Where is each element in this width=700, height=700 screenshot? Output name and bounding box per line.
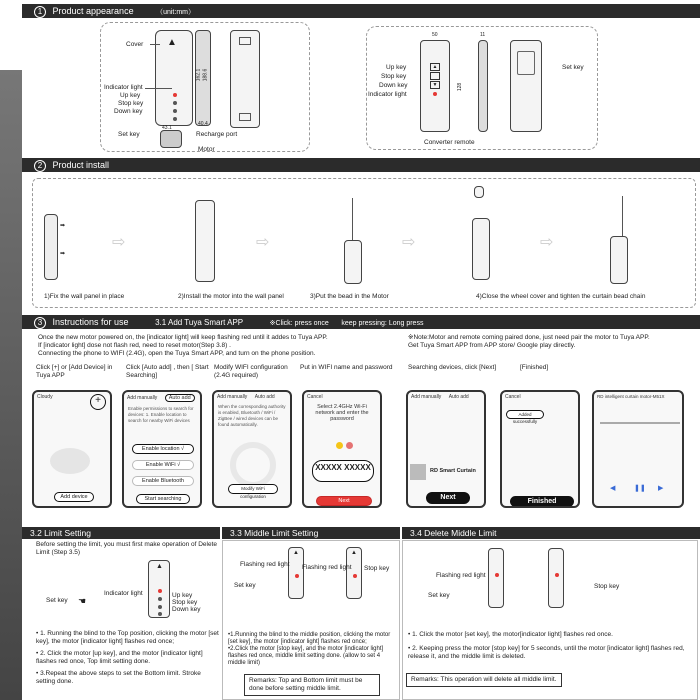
enable-location-button[interactable]: Enable location √	[132, 444, 194, 454]
section-unit: （unit:mm）	[156, 9, 195, 16]
converter-remote-side	[478, 40, 488, 132]
back-slot-bottom	[239, 113, 251, 121]
label-set-key: Set key	[118, 131, 140, 138]
install-step-3: 3)Put the bead in the Motor	[310, 293, 389, 300]
delete-set-key-label: Set key	[428, 592, 450, 599]
step-arrow-icon-4: ⇨	[540, 234, 554, 251]
curtain-slider[interactable]	[600, 422, 680, 424]
middle-remote-figure-1	[288, 547, 304, 599]
open-icon[interactable]: ◀	[610, 485, 616, 492]
tuya-intro-2: If [indicator light] dose not flash red, need to reset motor(Step 3.8) .	[38, 342, 231, 349]
limit-label-stop: Stop key	[172, 599, 198, 606]
tuya-step-b: Click [Auto add] , then [ Start Searching]	[126, 364, 209, 379]
cancel-link[interactable]: Cancel	[307, 394, 323, 400]
emoji-icon-2	[346, 442, 353, 449]
authority-text: When the corresponding authority is enabled, Bluetooth / WiFi / ZigBee / wired devices can be found automatically.	[218, 404, 286, 427]
middle-set-key-label: Set key	[234, 582, 256, 589]
tuya-note-1: ※Note:Motor and remote coming paired done, just need pair the motor to Tuya APP.	[408, 334, 650, 341]
bead-chain-line	[352, 198, 353, 242]
finished-install-figure	[610, 236, 628, 284]
enable-wifi-button[interactable]: Enable WiFi √	[132, 460, 194, 470]
device-thumbnail	[410, 464, 426, 480]
sidebar-top	[0, 0, 22, 70]
tab-add-manually[interactable]: Add manually	[127, 395, 158, 401]
label-down-key: Down key	[114, 108, 143, 115]
middle-limit-bar: 3.3 Middle Limit Setting	[222, 527, 400, 539]
section-bar-product-install	[22, 158, 700, 172]
install-step-1: 1)Fix the wall panel in place	[44, 293, 125, 300]
label-stop-key: Stop key	[118, 100, 144, 107]
section-title: Product appearance	[52, 6, 134, 16]
tuya-intro-3: Connecting the phone to WIFI (2.4G), open the Tuya Smart APP, and turn on the phone position.	[38, 350, 316, 357]
limit-bullet-2: • 2. Click the motor [up key], and the motor [indicator light] flashes red once, Top limit setting done.	[36, 650, 203, 665]
device-name: RD Smart Curtain	[430, 468, 476, 474]
tuya-step-f: [Finished]	[520, 364, 549, 371]
tuya-step-a: Click [+] or [Add Device] in Tuya APP	[36, 364, 113, 379]
limit-label-down: Down key	[172, 606, 201, 613]
phone-tabs-3	[408, 392, 484, 402]
select-wifi-text: Select 2.4GHz Wi-Fi network and enter the password	[315, 404, 369, 422]
tuya-intro-1: Once the new motor powered on, the [indicator light] will keep flashing red until it addes to Tuya APP.	[38, 334, 328, 341]
cancel-link-2[interactable]: Cancel	[505, 394, 521, 400]
conv-label-up-key: Up key	[386, 64, 407, 71]
middle-remark-box: Remarks: Top and Bottom limit must be done before setting middle limit.	[244, 674, 380, 696]
tab-auto-add-2[interactable]: Auto add	[254, 394, 275, 400]
install-step-4: 4)Close the wheel cover and tighten the curtain bead chain	[476, 293, 646, 300]
up-key-dot	[173, 101, 177, 105]
section-title: Product install	[52, 160, 110, 170]
phone-tabs	[124, 392, 200, 404]
delete-bullet-2: • 2. Keeping press the motor [stop key] for 5 seconds, until the motor [indicator light] flashes red, release it, and the middle limit is deleted.	[408, 645, 685, 660]
tab-auto-add[interactable]: Auto add	[165, 394, 195, 402]
click-legend: ※Click: press once	[269, 320, 329, 327]
phone-tabs-2	[214, 392, 290, 402]
bead-motor-figure	[344, 240, 362, 284]
middle-flash-label-1: Flashing red light	[240, 561, 290, 568]
tuya-step-c: Modify WIFI configuration (2.4G required)	[214, 364, 288, 379]
conv-label-stop-key: Stop key	[381, 73, 407, 80]
dim-height-1: 162.1	[195, 68, 202, 82]
arrow-right-icon: ➡	[60, 223, 66, 229]
section-title: Instructions for use	[52, 317, 129, 327]
label-up-key: Up key	[120, 92, 141, 99]
label-motor: Motor	[198, 146, 215, 153]
tightened-chain-line	[622, 196, 623, 240]
leader-cover	[150, 44, 160, 45]
device-control-title: RD intelligent curtain motor-M51X	[597, 394, 665, 399]
conv-label-set-key: Set key	[562, 64, 584, 71]
delete-indicator-dot-2	[555, 573, 559, 577]
section-number: 2	[34, 160, 46, 172]
conv-dim-height: 128	[457, 82, 464, 92]
tuya-note-2: Get Tuya Smart APP from APP store/ Google play directly.	[408, 342, 576, 349]
tuya-step-e: Searching devices, click [Next]	[408, 364, 497, 371]
limit-setting-bar: 3.2 Limit Setting	[22, 527, 220, 539]
section-subtitle: 3.1 Add Tuya Smart APP	[155, 318, 244, 327]
phone-screen-wifi-config	[212, 390, 292, 508]
delete-limit-bar: 3.4 Delete Middle Limit	[402, 527, 700, 539]
section-number: 1	[34, 6, 46, 18]
emoji-icon	[336, 442, 343, 449]
motor-body-back	[230, 30, 260, 128]
conv-dim-depth: 11	[480, 32, 486, 38]
limit-intro: Before setting the limit, you must first make operation of Delete Limit (Step 3.5)	[36, 541, 218, 556]
limit-label-indicator: Indicator light	[104, 590, 143, 597]
converter-indicator-dot	[433, 92, 437, 96]
wifi-password-field[interactable]: XXXXX XXXXX	[312, 460, 374, 482]
motor-into-panel-figure	[195, 200, 215, 282]
phone-screen-finished	[500, 390, 580, 508]
back-recess	[517, 51, 535, 75]
up-arrow-icon: ▲	[430, 63, 440, 71]
section-number: 3	[34, 317, 46, 329]
phone-screen-searching	[406, 390, 486, 508]
enable-bluetooth-button[interactable]: Enable Bluetooth	[132, 476, 194, 486]
limit-label-up: Up key	[172, 592, 193, 599]
radar-circle-icon	[230, 442, 276, 488]
logo-triangle-icon-3: ▲	[293, 550, 299, 556]
motor-base	[160, 130, 182, 148]
section-bar-instructions	[22, 315, 700, 329]
back-slot	[239, 37, 251, 45]
limit-remote-figure	[148, 560, 170, 618]
add-plus-icon[interactable]: +	[90, 394, 106, 410]
finished-button[interactable]: Finished	[510, 496, 574, 507]
section-bar-product-appearance	[22, 4, 700, 18]
close-cover-figure	[472, 218, 490, 280]
conv-label-down-key: Down key	[379, 82, 408, 89]
label-indicator-light: Indicator light	[104, 84, 143, 91]
dim-width-1: 40.4	[198, 121, 208, 127]
next-button-2[interactable]: Next	[426, 492, 470, 504]
tab-add-manually-2[interactable]: Add manually	[217, 394, 248, 400]
added-successfully-badge: Added successfully	[506, 410, 544, 419]
dim-height-2: 188.6	[202, 68, 209, 82]
arrow-right-icon-2: ➡	[60, 251, 66, 257]
limit-label-set-key: Set key	[46, 597, 68, 604]
logo-triangle-icon: ▲	[167, 37, 177, 48]
middle-indicator-dot-2	[353, 574, 357, 578]
phone-screen-home	[32, 390, 112, 508]
hand-pointer-icon: ☚	[78, 596, 87, 606]
add-device-button[interactable]: Add device	[54, 492, 94, 502]
middle-remote-figure-2	[346, 547, 362, 599]
middle-bullet-1: •1.Running the blind to the middle position, clicking the motor [set key], the motor [indicator light] flashes red once;	[228, 632, 391, 645]
delete-remark-box: Remarks: This operation will delete all middle limit.	[406, 673, 562, 687]
install-frame	[32, 178, 696, 308]
step-arrow-icon-2: ⇨	[256, 234, 270, 251]
phone-screen-wifi-password	[302, 390, 382, 508]
label-cover: Cover	[126, 41, 144, 48]
wheel-cover-figure	[474, 186, 484, 198]
wall-panel-figure	[44, 214, 58, 280]
stop-key-dot	[173, 109, 177, 113]
down-key-dot	[173, 117, 177, 121]
stop-square-icon	[430, 72, 440, 80]
modify-wifi-button[interactable]: Modify WiFi configuration	[228, 484, 278, 494]
delete-remote-figure-2	[548, 548, 564, 608]
middle-stop-key-label: Stop key	[364, 565, 390, 572]
converter-remote-back	[510, 40, 542, 132]
phone-weather: Cloudy	[37, 394, 53, 400]
start-searching-button[interactable]: Start searching	[136, 494, 190, 504]
conv-dim-width: 50	[432, 32, 438, 38]
tab-add-manually-3[interactable]: Add manually	[411, 394, 442, 400]
down-arrow-icon: ▼	[430, 81, 440, 89]
conv-label-indicator: Indicator light	[368, 91, 407, 98]
limit-up-dot	[158, 597, 162, 601]
dim-width-2: 43.1	[162, 125, 172, 131]
middle-indicator-dot-1	[295, 574, 299, 578]
limit-indicator-dot	[158, 589, 162, 593]
limit-bullet-1: • 1. Running the blind to the Top position, clicking the motor [set key], the motor [indicator light] flashes red once;	[36, 630, 219, 645]
limit-bullet-3: • 3.Repeat the above steps to set the Bottom limit. Stroke setting done.	[36, 670, 201, 685]
next-button[interactable]: Next	[316, 496, 372, 506]
converter-remote-front	[420, 40, 450, 132]
step-arrow-icon: ⇨	[112, 234, 126, 251]
logo-triangle-icon-2: ▲	[156, 563, 163, 570]
permissions-text: Enable permissions to search for devices: 1. Enable location to search for nearby WiFi devices	[128, 406, 194, 423]
delete-indicator-dot-1	[495, 573, 499, 577]
illustration-blob	[50, 448, 90, 474]
leader-indicator	[145, 88, 172, 89]
long-press-legend: keep pressing: Long press	[341, 320, 424, 327]
install-step-2: 2)Install the motor into the wall panel	[178, 293, 284, 300]
delete-stop-key-label: Stop key	[594, 583, 620, 590]
label-recharge-port: Recharge port	[196, 131, 238, 138]
pause-icon[interactable]: ❚❚	[634, 485, 646, 492]
close-icon[interactable]: ▶	[658, 485, 664, 492]
logo-triangle-icon-4: ▲	[351, 550, 357, 556]
phone-screen-auto-add	[122, 390, 202, 508]
delete-flash-label: Flashing red light	[436, 572, 486, 579]
side-gradient-bar	[0, 70, 22, 700]
limit-stop-dot	[158, 605, 162, 609]
delete-remote-figure-1	[488, 548, 504, 608]
tuya-step-d: Put in WIFI name and password	[300, 364, 393, 371]
tab-auto-add-3[interactable]: Auto add	[448, 394, 469, 400]
conv-caption: Converter remote	[424, 139, 475, 146]
middle-bullet-2: •2.Click the motor [stop key], and the motor [indicator light] flashes red once, middle limit setting done. (allow to set 4 middle limit)	[228, 646, 384, 666]
indicator-light-dot	[173, 93, 177, 97]
phone-screen-device-control	[592, 390, 684, 508]
step-arrow-icon-3: ⇨	[402, 234, 416, 251]
motor-body-front	[155, 30, 193, 126]
middle-flash-label-2: Flashing red light	[302, 564, 352, 571]
delete-bullet-1: • 1. Click the motor [set key], the motor[indicator light] flashes red once.	[408, 631, 613, 638]
limit-down-dot	[158, 612, 162, 616]
